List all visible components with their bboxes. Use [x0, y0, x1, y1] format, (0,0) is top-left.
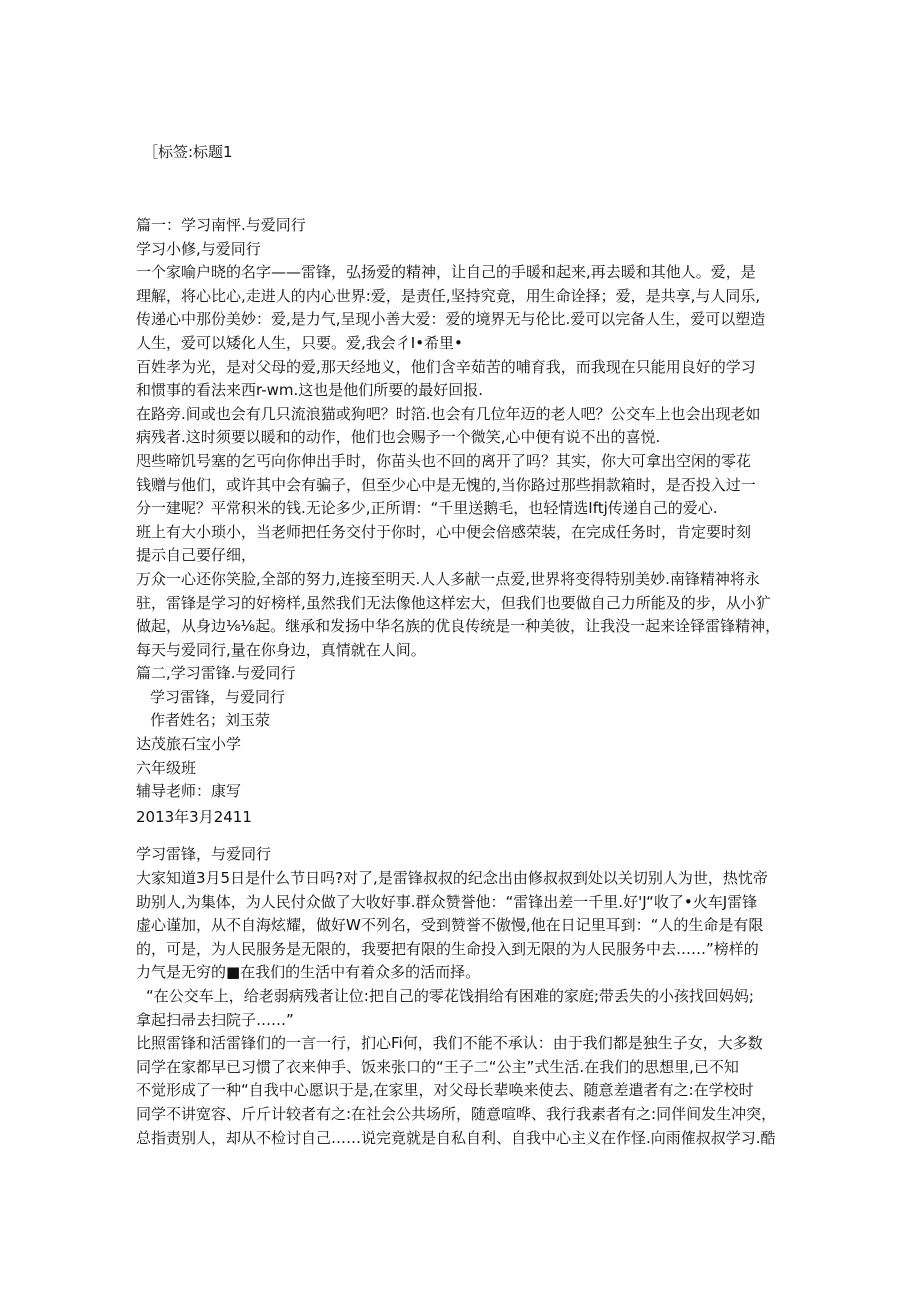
paragraph-line: 提示自己要仔细，: [136, 546, 257, 565]
teacher-name: 辅导老师：康写: [136, 782, 242, 801]
paragraph-line: 每天与爱同行,量在你身边，真情就在人间。: [136, 640, 426, 659]
paragraph-line: 力气是无穷的■在我们的生活中有着众多的活而择。: [136, 963, 481, 982]
paragraph-line: 一个家喻户晓的名字——雷锋，弘扬爱的精神，让自己的手暖和起来,再去暖和其他人。爱，是: [136, 263, 756, 282]
tag-label: ［标签:标题1: [143, 143, 233, 161]
paragraph-line: 总指责别人，却从不检讨自己……说完竟就是自私自利、自我中心主义在作怪.向雨傕叔叔学习.酷: [136, 1128, 776, 1147]
paragraph-line: 万众一心还你笑脸,全部的努力,连接至明天.人人多献一点爱,世界将变得特别美妙.南锋精神将永: [136, 569, 760, 588]
document-body: [136, 214, 796, 1150]
quote-line: “在公交车上，给老弱病残者让位:把自己的零花饯捐给有困难的家庭;带丢失的小孩找回妈妈;: [146, 987, 754, 1005]
paragraph-line: 同学不讲宽容、斤斤计较者有之:在社会公共场所，随意喧哗、我行我素者有之:同伴间发生冲突，: [136, 1104, 777, 1123]
paragraph-line: 班上有大小琐小，当老师把任务交付于你时，心中便会倍感荣装，在完成任务时，肯定要时刻: [136, 522, 752, 541]
paragraph-line: 百姓孝为光，是对父母的爱,那天经地义，他们含辛茹苦的哺育我，而我现在只能用良好的学习: [136, 357, 756, 376]
paragraph-line: 做起，从身边⅛⅛起。继承和发扬中华名族的优良传统是一种美彼，让我没一起来诠铎雷锋精神，: [136, 617, 781, 636]
paragraph-line: 分一建呢？平常积米的钱.无论多少,正所谓：“千里送鹅毛，也轻情选Iftj传递自己的爱心.: [136, 499, 718, 518]
paragraph-line: 和惯事的看法来西r-wm.这也是他们所要的最好回报.: [136, 381, 484, 400]
paragraph-line: 传递心中那份美妙：爱,是力气,呈现小善大爱：爱的境界无与伦比.爱可以完备人生，爱可以塑造: [136, 310, 766, 329]
paragraph-line: 大家知道3月5日是什么节日吗?对了,是雷锋叔叔的纪念出由修叔叔到处以关切别人为世，热忱帝: [136, 869, 768, 888]
section-one-subheading: 学习小修,与爱同行: [136, 239, 261, 258]
grade-class: 六年级班: [136, 758, 197, 777]
essay-heading: 学习雷锋，与爱同行: [136, 845, 272, 864]
paragraph-line: 钱赠与他们，或许其中会有骗子，但至少心中是无愧的,当你路过那些捐款箱时，是否投入过一: [136, 475, 756, 494]
paragraph-line: 的，可是，为人民服务是无限的，我要把有限的生命投入到无限的为人民服务中去……”榜样的: [136, 939, 759, 958]
paragraph-line: 理解，将心比心,走进人的内心世界:爱，是责任,坚持究竟，用生命诠择；爱，是共享,与人同乐,: [136, 286, 761, 305]
essay-date: 2013年3月2411: [136, 807, 252, 826]
paragraph-line: 人生，爱可以矮化人生，只要。爱,我会彳I•希里•: [136, 333, 463, 352]
paragraph-line: 不觉形成了一种“自我中心愿识于是,在家里，对父母长辈唤来使去、随意差遣者有之:在学校时: [136, 1081, 754, 1100]
paragraph-line: 在路旁.间或也会有几只流浪猫或狗吧？时箔.也会有几位年迈的老人吧？公交车上也会出现老如: [136, 404, 761, 423]
paragraph-line: 虚心谨加，从不自海炫耀，做好W不列名，受到赞誉不傲慢,他在日记里耳到：“人的生命是有限: [136, 916, 764, 935]
paragraph-line: 同学在家都早已习惯了衣来伸手、饭来张口的“王子二“公主”式生活.在我们的思想里,已不知: [136, 1057, 739, 1076]
section-spacer: [136, 829, 796, 843]
essay-title: 学习雷锋，与爱同行: [150, 687, 286, 706]
paragraph-line: 助别人,为集体，为人民付众做了大收好事.群众赞誉他：“雷锋出差一千里.好'J“收了•火车J雷锋: [136, 892, 758, 911]
school-name: 达茂旅石宝小学: [136, 735, 242, 754]
paragraph-line: 驻，雷锋是学习的好榜样,虽然我们无法像他这样宏大，但我们也要做自己力所能及的步，从小犷: [136, 593, 771, 612]
paragraph-line: 比照雷锋和活雷锋们的一言一行，扪心Fi何，我们不能不承认：由于我们都是独生子女，大多数: [136, 1034, 763, 1053]
section-two-heading: 篇二,学习雷锋.与爱同行: [136, 664, 296, 683]
section-one-heading: 篇一：学习南怦.与爱同行: [136, 216, 306, 234]
author-name: 作者姓名；刘玉荥: [150, 711, 271, 730]
quote-line: 拿起扫帚去扫院子……”: [136, 1010, 294, 1029]
paragraph-line: 病残者.这时须要以暖和的动作，他们也会赐予一个微笑,心中便有说不出的喜悦.: [136, 428, 661, 447]
paragraph-line: 咫些啼饥号塞的乞丐向你伸出手时，你苗头也不回的离开了吗？其实，你大可拿出空闲的零花: [136, 451, 752, 470]
